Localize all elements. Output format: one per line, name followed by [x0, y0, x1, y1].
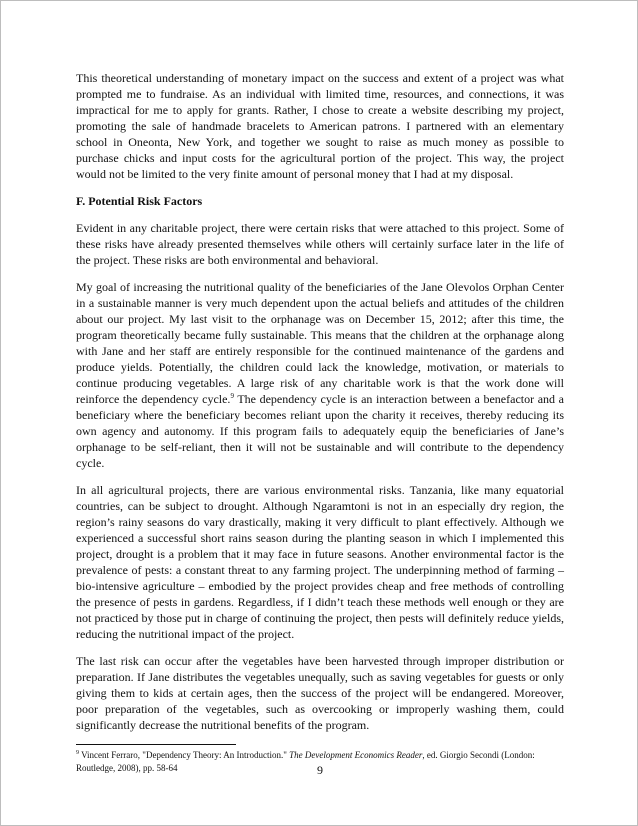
- paragraph-risks-intro: Evident in any charitable project, there were certain risks that were attached to this project. Some of these risks have already presented themselves while others will certainly surface later in the life of the project. These risks are both environmental and behavioral.: [76, 221, 564, 267]
- section-heading-risk-factors: F. Potential Risk Factors: [76, 194, 203, 208]
- footnote-book-title: The Development Economics Reader: [289, 750, 423, 760]
- page-number: 9: [317, 763, 323, 777]
- footnote-number: 9: [76, 750, 79, 756]
- paragraph-distribution-risk: The last risk can occur after the vegetables have been harvested through improper distribution or preparation. If Jane distributes the vegetables unequally, such as saving vegetables for guests or only giving them to kids at certain ages, then the success of the project will be endangered. Moreover, poor preparation of the vegetables, such as overcooking or improperly washing them, could significantly decrease the nutritional benefits of the program.: [76, 654, 564, 732]
- dependency-text-end: The dependency cycle is an interaction between a benefactor and a beneficiary where the beneficiary becomes reliant upon the charity it receives, thereby reducing its own agency and autonomy. If this program fails to adequately equip the beneficiaries of Jane’s orphanage to be self-reliant, then it will not be sustainable and will contribute to the dependency cycle.: [76, 392, 564, 470]
- footnote-citation-end: , ed. Giorgio Secondi (London: Routledge, 2008), pp. 58-64: [76, 750, 535, 773]
- footnote-citation-start: Vincent Ferraro, "Dependency Theory: An Introduction.": [79, 750, 290, 760]
- paragraph-environmental-risks: In all agricultural projects, there are various environmental risks. Tanzania, like many equatorial countries, can be subject to drought. Although Ngaramtoni is not in an especially dry region, the region’s rainy seasons do vary drastically, making it very difficult to plant effectively. Although we experienced a successful short rains season during the planting season in which I implemented this project, drought is a problem that it may face in future seasons. Another environmental factor is the prevalence of pests: a constant threat to any farming project. The underpinning method of farming – bio-intensive agriculture – embodied by the project provides cheap and free methods of controlling the presence of pests in gardens. Regardless, if I didn’t teach these methods well enough or they are not practiced by those put in charge of continuing the project, then pests will definitely reduce yields, reducing the nutritional impact of the project.: [76, 483, 564, 641]
- footnote-reference[interactable]: 9: [230, 392, 234, 400]
- footnote-divider: [76, 744, 236, 745]
- paragraph-fundraising: This theoretical understanding of monetary impact on the success and extent of a project was what prompted me to fundraise. As an individual with limited time, resources, and connections, it was impractical for me to apply for grants. Rather, I chose to create a website describing my project, promoting the sale of handmade bracelets to American patrons. I partnered with an elementary school in Oneonta, New York, and together we sought to raise as much money as possible to purchase chicks and input costs for the agricultural portion of the project. This way, the project would not be limited to the very finite amount of personal money that I had at my disposal.: [76, 71, 564, 181]
- page-body: [76, 70, 564, 775]
- dependency-text-start: My goal of increasing the nutritional quality of the beneficiaries of the Jane Olevolos Orphan Center in a sustainable manner is very much dependent upon the actual beliefs and attitudes of the children about our project. My last visit to the orphanage was on December 15, 2012; after this time, the program theoretically became fully sustainable. This means that the children at the orphanage along with Jane and her staff are entirely responsible for the continued maintenance of the gardens and produce yields. Potentially, the children could lack the knowledge, motivation, or materials to continue producing vegetables. A large risk of any charitable work is that the work done will reinforce the dependency cycle.: [76, 280, 564, 406]
- paragraph-dependency-cycle: [76, 279, 564, 471]
